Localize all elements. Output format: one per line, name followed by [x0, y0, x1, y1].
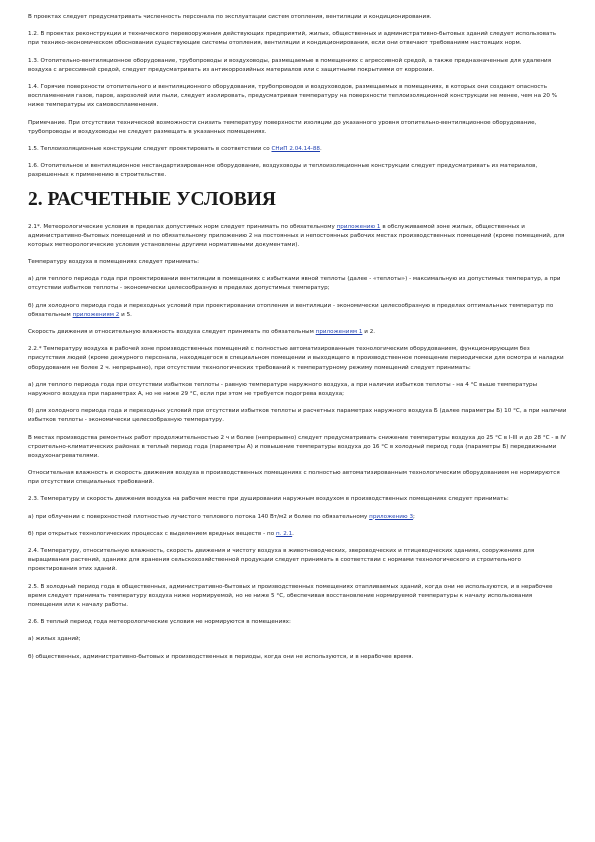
paragraph	[28, 145, 567, 154]
paragraph-text-after: ;	[413, 513, 415, 520]
paragraph-text: Примечание. При отсутствии технической возможности снизить температуру поверхности изоляции до указанного уровня отопительно-вентиляционное оборудование, трубопроводы и воздуховоды не следует размещать в указанных помещениях.	[28, 119, 537, 135]
intro-paragraphs	[28, 13, 567, 180]
paragraph-text: а) жилых зданий;	[28, 636, 81, 643]
paragraph	[28, 583, 567, 610]
paragraph	[28, 13, 567, 22]
paragraph	[28, 381, 567, 399]
paragraph-text: В местах производства ремонтных работ продолжительностью 2 ч и более (непрерывно) следует предусматривать снижение температуры воздуха до 25 °С в I-III и до 28 °С - в IV строительно-климатических районах в теплый период года (параметры А) и повышение температуры воздуха до 16 °С в холодный период года (параметры Б) передвижными воздухонагревателями.	[28, 434, 566, 459]
paragraph-text: Скорость движения и относительную влажность воздуха следует принимать по обязательным	[28, 329, 316, 336]
paragraph-text: б) при открытых технологических процессах с выделением вредных веществ - по	[28, 530, 276, 537]
paragraph-text-after: .	[320, 145, 322, 152]
document-link[interactable]: приложениям 2	[72, 311, 120, 318]
paragraph-text: 1.3. Отопительно-вентиляционное оборудование, трубопроводы и воздуховоды, размещаемые в помещениях с агрессивной средой, а также предназначенные для удаления воздуха с агрессивной средой, следует предусматривать из антикоррозийных материалов или с защитными покрытиями от коррозии.	[28, 57, 552, 73]
paragraph-text-after: в обслуживаемой зоне жилых, общественных и административно-бытовых помещений и по обязательному приложению 2 на постоянных и непостоянных рабочих местах производственных помещений (кроме помещений, для которых метеорологические условия установлены другими нормативными документами).	[28, 223, 565, 248]
paragraph	[28, 258, 567, 267]
paragraph-text: а) для теплого периода года при проектировании вентиляции в помещениях с избытками явной теплоты (далее - «теплоты») - максимальную из допустимых температур, а при отсутствии избытков теплоты - экономически целесообразную в пределах допустимых температур;	[28, 276, 561, 292]
paragraph-text: б) общественных, административно-бытовых и производственных в периоды, когда они не используются, и в нерабочее время.	[28, 653, 414, 660]
paragraph	[28, 345, 567, 372]
paragraph	[28, 275, 567, 293]
paragraph	[28, 530, 567, 539]
paragraph-text: 2.2.* Температуру воздуха в рабочей зоне производственных помещений с полностью автоматизированным технологическим оборудованием, функционирующим без присутствия людей (кроме дежурного персонала, находящегося в специальном помещении и выходящего в производственное помещение периодически для осмотра и наладки оборудования не более 2 ч. непрерывно), при отсутствии технологических требований к температурному режиму помещений следует принимать:	[28, 346, 564, 371]
paragraph	[28, 302, 567, 320]
paragraph-text: 1.4. Горячие поверхности отопительного и вентиляционного оборудования, трубопроводов и воздуховодов, размещаемых в помещениях, в которых они создают опасность воспламенения газов, паров, аэрозолей или пыли, следует изолировать, предусматривая температуру на поверхности теплоизоляционной конструкции не менее, чем на 20 % ниже температуры их самовоспламенения.	[28, 84, 558, 109]
paragraph	[28, 57, 567, 75]
paragraph-text: 1.5. Теплоизоляционные конструкции следует проектировать в соответствии со	[28, 145, 272, 152]
paragraph-text: 2.1*. Метеорологические условия в пределах допустимых норм следует принимать по обязательному	[28, 223, 337, 230]
paragraph-text: Относительная влажность и скорость движения воздуха в производственных помещениях с полностью автоматизированным технологическим оборудованием не нормируются при отсутствии специальных требований.	[28, 470, 560, 486]
paragraph-text: 2.5. В холодный период года в общественных, административно-бытовых и производственных помещениях отапливаемых зданий, когда они не используются, и в нерабочее время следует принимать температуру воздуха ниже нормируемой, но не ниже 5 °С, обеспечивая восстановление нормируемой температуры к началу использования помещения или к началу работы.	[28, 583, 553, 608]
paragraph	[28, 119, 567, 137]
document-link[interactable]: приложениям 1	[315, 329, 363, 336]
document-link[interactable]: СНиП 2.04.14-88	[271, 145, 321, 152]
document-link[interactable]: приложению 3	[369, 513, 414, 520]
paragraph	[28, 83, 567, 110]
document-link[interactable]: п. 2.1	[275, 530, 293, 537]
paragraph	[28, 653, 567, 662]
paragraph-text: б) для холодного периода года и переходных условий при отсутствии избытков теплоты и расчетных параметрах наружного воздуха Б (далее параметры Б) 10 °С, а при наличии избытков теплоты - экономически целесообразную температуру.	[28, 408, 567, 424]
paragraph-text: 1.2. В проектах реконструкции и технического перевооружения действующих предприятий, жилых, общественных и административно-бытовых зданий следует использовать при технико-экономическом обосновании существующие системы отопления, вентиляции и кондиционирования, если они отвечают требованиям настоящих норм.	[28, 31, 557, 47]
paragraph	[28, 495, 567, 504]
paragraph-text: Температуру воздуха в помещениях следует принимать:	[28, 259, 200, 265]
paragraph-text: 1.6. Отопительное и вентиляционное нестандартизированное оборудование, воздуховоды и теплоизоляционные конструкции следует предусматривать из материалов, разрешенных к применению в строительстве.	[28, 163, 538, 179]
paragraph	[28, 223, 567, 250]
paragraph	[28, 434, 567, 461]
paragraph	[28, 513, 567, 522]
paragraph	[28, 635, 567, 644]
paragraph-text: а) для теплого периода года при отсутствии избытков теплоты - равную температуре наружного воздуха, а при наличии избытков теплоты - на 4 °С выше температуры наружного воздуха при параметрах А, но не ниже 29 °С, если при этом не требуется подогрева воздуха;	[28, 381, 538, 397]
paragraph	[28, 469, 567, 487]
section-title: 2. РАСЧЕТНЫЕ УСЛОВИЯ	[28, 188, 277, 210]
paragraph-text: В проектах следует предусматривать численность персонала по эксплуатации систем отопления, вентиляции и кондиционирования.	[28, 14, 432, 20]
paragraph-text: 2.3. Температуру и скорость движения воздуха на рабочем месте при душировании наружным воздухом в производственных помещениях следует принимать:	[28, 496, 509, 503]
paragraph-text: а) при облучении с поверхностной плотностью лучистого теплового потока 140 Вт/м2 и более по обязательному	[28, 513, 370, 520]
paragraph	[28, 30, 567, 48]
paragraph	[28, 328, 567, 337]
paragraph-text-after: и 5.	[119, 311, 132, 318]
paragraph	[28, 162, 567, 180]
paragraph	[28, 618, 567, 627]
paragraph	[28, 547, 567, 574]
section-paragraphs	[28, 223, 567, 662]
paragraph-text-after: и 2.	[362, 329, 376, 336]
paragraph-text: б) для холодного периода года и переходных условий при проектировании отопления и вентиляции - экономически целесообразную в пределах оптимальных температур по обязательным	[28, 302, 554, 318]
paragraph-text: 2.6. В теплый период года метеорологические условия не нормируются в помещениях:	[28, 619, 291, 626]
paragraph-text: 2.4. Температуру, относительную влажность, скорость движения и чистоту воздуха в животноводческих, звероводческих и птицеводческих зданиях, сооружениях для выращивания растений, зданиях для хранения сельскохозяйственной продукции следует принимать в соответствии с нормами технологического и строительного проектирования этих зданий.	[28, 548, 535, 573]
paragraph	[28, 407, 567, 425]
paragraph-text-after: .	[292, 530, 294, 537]
document-link[interactable]: приложению 1	[336, 223, 381, 230]
